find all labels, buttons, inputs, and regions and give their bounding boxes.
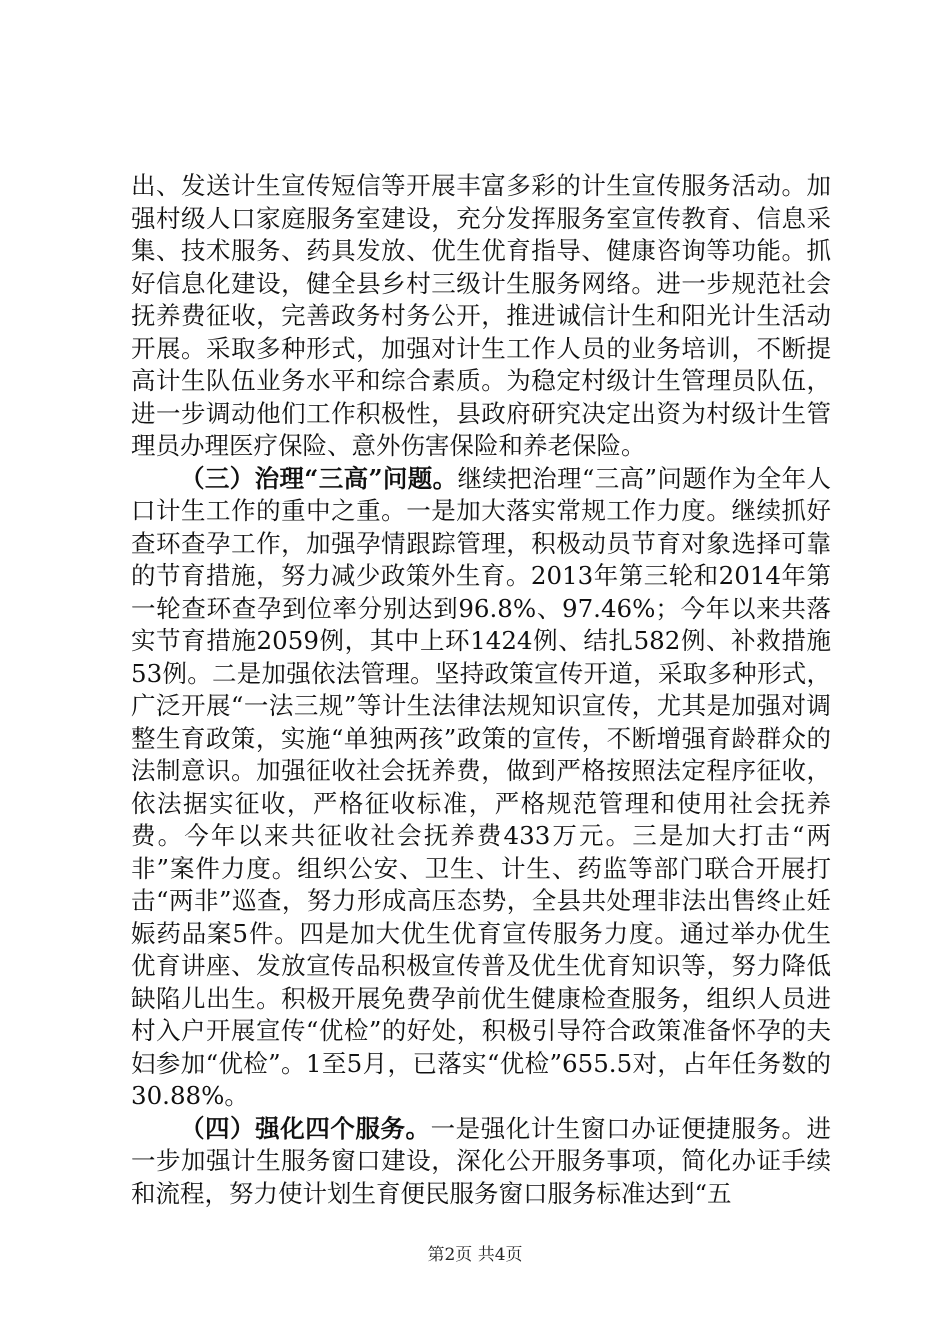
page-number: 第2页 共4页 bbox=[427, 1245, 523, 1265]
paragraph-continuation bbox=[131, 170, 831, 463]
paragraph-text: 一是强化计生窗口办证便捷服务。进一步加强计生服务窗口建设，深化公开服务事项，简化办证手续和流程，努力使计划生育便民服务窗口服务标准达到“五 bbox=[131, 1113, 832, 1208]
document-body bbox=[131, 170, 831, 1210]
page-footer bbox=[0, 1244, 950, 1266]
paragraph-section-four bbox=[131, 1113, 831, 1211]
section-heading-four: （四）强化四个服务。 bbox=[180, 1113, 431, 1143]
paragraph-text: 继续把治理“三高”问题作为全年人口计生工作的重中之重。一是加大落实常规工作力度。继续抓好查环查孕工作，加强孕情跟踪管理，积极动员节育对象选择可靠的节育措施，努力减少政策外生育。2013年第三轮和2014年第一轮查环查孕到位率分别达到96.8%、97.46%；今年以来共落实节育措施2059例，其中上环1424例、结扎582例、补救措施53例。二是加强依法管理。坚持政策宣传开道，采取多种形式，广泛开展“一法三规”等计生法律法规知识宣传，尤其是加强对调整生育政策，实施“单独两孩”政策的宣传，不断增强育龄群众的法制意识。加强征收社会抚养费，做到严格按照法定程序征收，依法据实征收，严格征收标准，严格规范管理和使用社会抚养费。今年以来共征收社会抚养费433万元。三是加大打击“两非”案件力度。组织公安、卫生、计生、药监等部门联合开展打击“两非”巡查，努力形成高压态势，全县共处理非法出售终止妊娠药品案5件。四是加大优生优育宣传服务力度。通过举办优生优育讲座、发放宣传品积极宣传普及优生优育知识等，努力降低缺陷儿出生。积极开展免费孕前优生健康检查服务，组织人员进村入户开展宣传“优检”的好处，积极引导符合政策准备怀孕的夫妇参加“优检”。1至5月，已落实“优检”655.5对，占年任务数的30.88%。 bbox=[131, 463, 831, 1110]
section-heading-three: （三）治理“三高”问题。 bbox=[180, 463, 458, 493]
paragraph-section-three bbox=[131, 463, 831, 1113]
paragraph-text: 出、发送计生宣传短信等开展丰富多彩的计生宣传服务活动。加强村级人口家庭服务室建设，充分发挥服务室宣传教育、信息采集、技术服务、药具发放、优生优育指导、健康咨询等功能。抓好信息化建设，健全县乡村三级计生服务网络。进一步规范社会抚养费征收，完善政务村务公开，推进诚信计生和阳光计生活动开展。采取多种形式，加强对计生工作人员的业务培训，不断提高计生队伍业务水平和综合素质。为稳定村级计生管理员队伍，进一步调动他们工作积极性，县政府研究决定出资为村级计生管理员办理医疗保险、意外伤害保险和养老保险。 bbox=[131, 171, 831, 460]
